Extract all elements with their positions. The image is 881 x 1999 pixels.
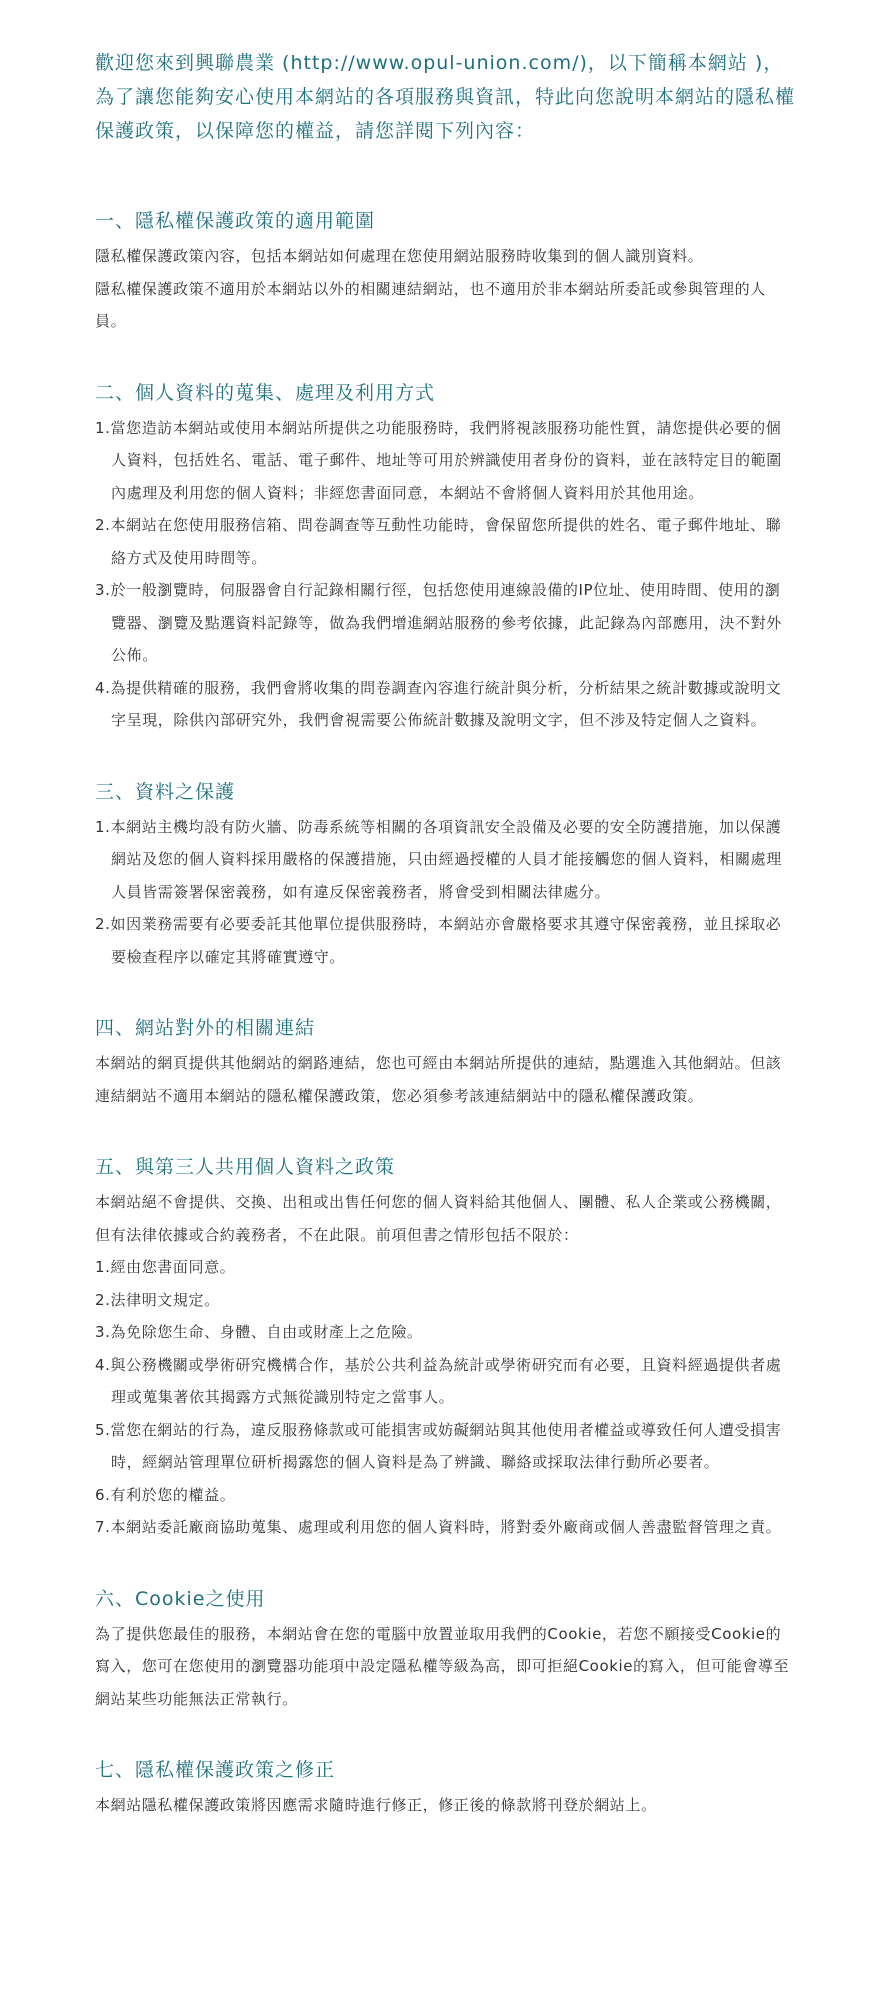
list-item: 1.本網站主機均設有防火牆、防毒系統等相關的各項資訊安全設備及必要的安全防護措施，加以保護網站及您的個人資料採用嚴格的保護措施，只由經過授權的人員才能接觸您的個人資料，相關處理人員皆需簽署保密義務，如有違反保密義務者，將會受到相關法律處分。 — [95, 817, 782, 901]
list-item: 2.法律明文規定。 — [95, 1290, 220, 1309]
section-paragraph: 隱私權保護政策內容，包括本網站如何處理在您使用網站服務時收集到的個人識別資料。 — [95, 247, 704, 265]
section-title: 二、個人資料的蒐集、處理及利用方式 — [95, 381, 436, 404]
list-item: 3.為免除您生命、身體、自由或財產上之危險。 — [95, 1323, 423, 1341]
policy-section — [95, 1755, 795, 1822]
section-title: 五、與第三人共用個人資料之政策 — [95, 1156, 396, 1178]
section-paragraph: 本網站絕不會提供、交換、出租或出售任何您的個人資料給其他個人、團體、私人企業或公務機關，但有法律依據或合約義務者，不在此限。前項但書之情形包括不限於： — [95, 1193, 782, 1244]
section-title: 七、隱私權保護政策之修正 — [95, 1759, 336, 1781]
intro-paragraph: 歡迎您來到興聯農業 (http://www.opul-union.com/)，以下簡稱本網站 )，為了讓您能夠安心使用本網站的各項服務與資訊，特此向您說明本網站的隱私權保護政策，以保障您的權益，請您詳閱下列內容： — [95, 52, 796, 142]
policy-section — [95, 777, 795, 974]
list-item: 6.有利於您的權益。 — [95, 1485, 236, 1504]
section-paragraph: 本網站隱私權保護政策將因應需求隨時進行修正，修正後的條款將刊登於網站上。 — [95, 1796, 657, 1814]
policy-section — [95, 378, 795, 737]
list-item: 5.當您在網站的行為，違反服務條款或可能損害或妨礙網站與其他使用者權益或導致任何人遭受損害時，經網站管理單位研析揭露您的個人資料是為了辨識、聯絡或採取法律行動所必要者。 — [95, 1420, 782, 1471]
list-item: 7.本網站委託廠商協助蒐集、處理或利用您的個人資料時，將對委外廠商或個人善盡監督管理之責。 — [95, 1518, 782, 1536]
list-item: 2.如因業務需要有必要委託其他單位提供服務時，本網站亦會嚴格要求其遵守保密義務，並且採取必要檢查程序以確定其將確實遵守。 — [95, 915, 782, 966]
section-paragraph: 為了提供您最佳的服務，本網站會在您的電腦中放置並取用我們的Cookie，若您不願接受Cookie的寫入，您可在您使用的瀏覽器功能項中設定隱私權等級為高，即可拒絕Cookie的寫入，但可能會導至網站某些功能無法正常執行。 — [95, 1624, 790, 1708]
list-item: 3.於一般瀏覽時，伺服器會自行記錄相關行徑，包括您使用連線設備的IP位址、使用時間、使用的瀏覽器、瀏覽及點選資料記錄等，做為我們增進網站服務的參考依據，此記錄為內部應用，決不對外公佈。 — [95, 581, 782, 664]
section-title: 一、隱私權保護政策的適用範圍 — [95, 210, 376, 232]
list-item: 4.為提供精確的服務，我們會將收集的問卷調查內容進行統計與分析，分析結果之統計數據或說明文字呈現，除供內部研究外，我們會視需要公佈統計數據及說明文字，但不涉及特定個人之資料。 — [95, 678, 782, 729]
list-item: 1.當您造訪本網站或使用本網站所提供之功能服務時，我們將視該服務功能性質，請您提供必要的個人資料，包括姓名、電話、電子郵件、地址等可用於辨識使用者身份的資料，並在該特定目的範圍內處理及利用您的個人資料；非經您書面同意，本網站不會將個人資料用於其他用途。 — [95, 418, 782, 502]
policy-section — [95, 1152, 795, 1544]
list-item: 2.本網站在您使用服務信箱、問卷調查等互動性功能時，會保留您所提供的姓名、電子郵件地址、聯絡方式及使用時間等。 — [95, 516, 782, 567]
policy-section — [95, 1584, 795, 1716]
section-title: 四、網站對外的相關連結 — [95, 1017, 316, 1039]
section-title: 三、資料之保護 — [95, 780, 236, 803]
policy-section — [95, 206, 795, 338]
section-paragraph: 隱私權保護政策不適用於本網站以外的相關連結網站，也不適用於非本網站所委託或參與管理的人員。 — [95, 279, 766, 330]
section-title: 六、Cookie之使用 — [95, 1587, 266, 1610]
list-item: 1.經由您書面同意。 — [95, 1258, 236, 1276]
list-item: 4.與公務機關或學術研究機構合作，基於公共利益為統計或學術研究而有必要，且資料經過提供者處理或蒐集著依其揭露方式無從識別特定之當事人。 — [95, 1355, 782, 1406]
section-paragraph: 本網站的網頁提供其他網站的網路連結，您也可經由本網站所提供的連結，點選進入其他網站。但該連結網站不適用本網站的隱私權保護政策，您必須參考該連結網站中的隱私權保護政策。 — [95, 1054, 782, 1105]
policy-sections — [95, 206, 795, 1822]
policy-section — [95, 1013, 795, 1112]
